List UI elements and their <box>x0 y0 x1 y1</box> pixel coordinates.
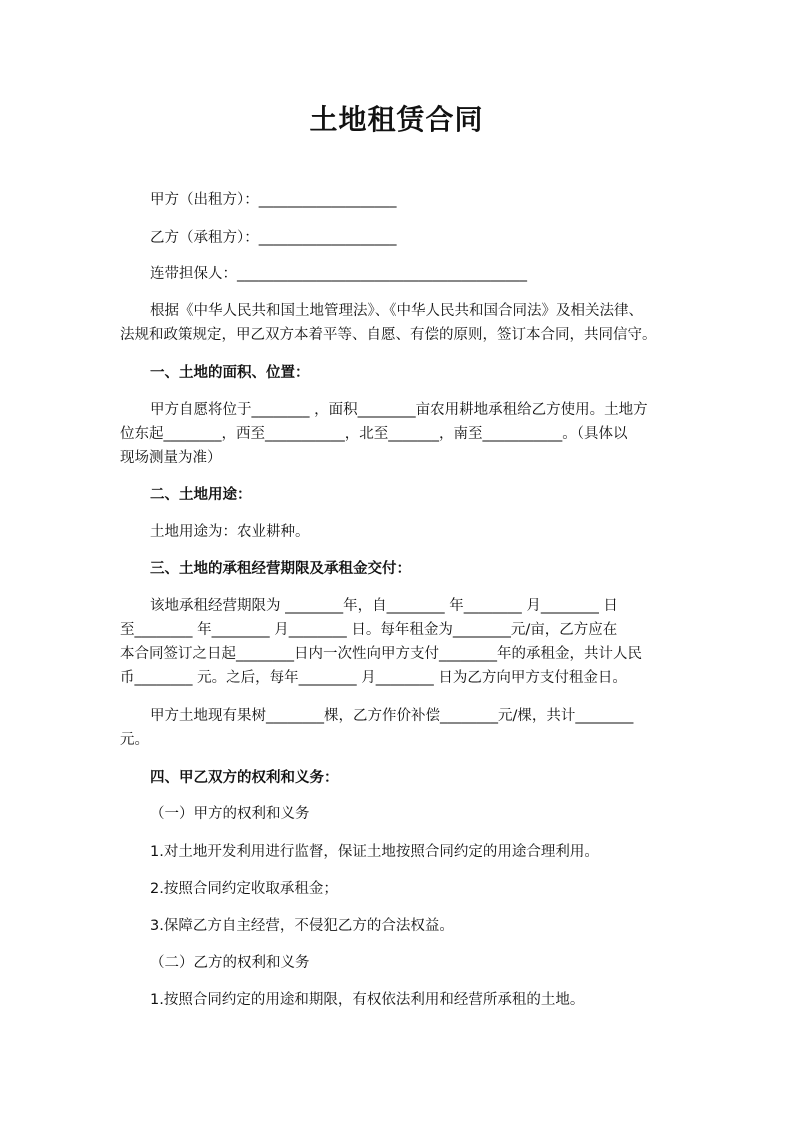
preamble-line-2: 法规和政策规定，甲乙双方本着平等、自愿、有偿的原则，签订本合同，共同信守。 <box>120 327 657 343</box>
section4-a-item-1: 1.对土地开发利用进行监督，保证土地按照合同约定的用途合理利用。 <box>150 844 599 860</box>
section3-para1-line-4: 币________ 元。之后，每年________ 月________ 日为乙方向甲方支付租金日。 <box>120 670 627 686</box>
section1-line-2: 位东起________，西至___________，北至_______，南至___________。（具体以 <box>120 426 628 442</box>
section4-heading: 四、甲乙双方的权利和义务： <box>150 770 339 786</box>
section4-b-item-1: 1.按照合同约定的用途和期限，有权依法利用和经营所承租的土地。 <box>150 992 585 1008</box>
section3-para1-line-2: 至________ 年________ 月________ 日。每年租金为________元/亩，乙方应在 <box>120 622 618 638</box>
section4-sub-a: （一）甲方的权利和义务 <box>150 806 310 822</box>
section3-para2-line-2: 元。 <box>120 732 149 748</box>
section2-heading: 二、土地用途： <box>150 487 252 503</box>
preamble-line-1: 根据《中华人民共和国土地管理法》、《中华人民共和国合同法》及相关法律、 <box>150 303 643 319</box>
party-a-line: 甲方（出租方）：___________________ <box>150 192 397 208</box>
section3-para1-line-3: 本合同签订之日起________日内一次性向甲方支付________年的承租金，共计人民 <box>120 646 642 662</box>
document-title: 土地租赁合同 <box>309 103 484 136</box>
section4-sub-b: （二）乙方的权利和义务 <box>150 955 310 971</box>
section1-line-1: 甲方自愿将位于________ ，面积________亩农用耕地承租给乙方使用。土地方 <box>150 402 648 418</box>
section2-line-1: 土地用途为：农业耕种。 <box>150 524 310 540</box>
section4-a-item-2: 2.按照合同约定收取承租金； <box>150 881 338 897</box>
section1-heading: 一、土地的面积、位置： <box>150 365 310 381</box>
party-b-line: 乙方（承租方）：___________________ <box>150 230 397 246</box>
section1-line-3: 现场测量为准） <box>120 450 222 466</box>
guarantor-line: 连带担保人：________________________________________ <box>150 266 527 282</box>
section3-para2-line-1: 甲方土地现有果树________棵，乙方作价补偿________元/棵，共计________ <box>150 708 634 724</box>
section3-para1-line-1: 该地承租经营期限为 ________年，自________ 年________ 月________ 日 <box>150 598 618 614</box>
section3-heading: 三、土地的承租经营期限及承租金交付： <box>150 561 411 577</box>
section4-a-item-3: 3.保障乙方自主经营，不侵犯乙方的合法权益。 <box>150 918 454 934</box>
